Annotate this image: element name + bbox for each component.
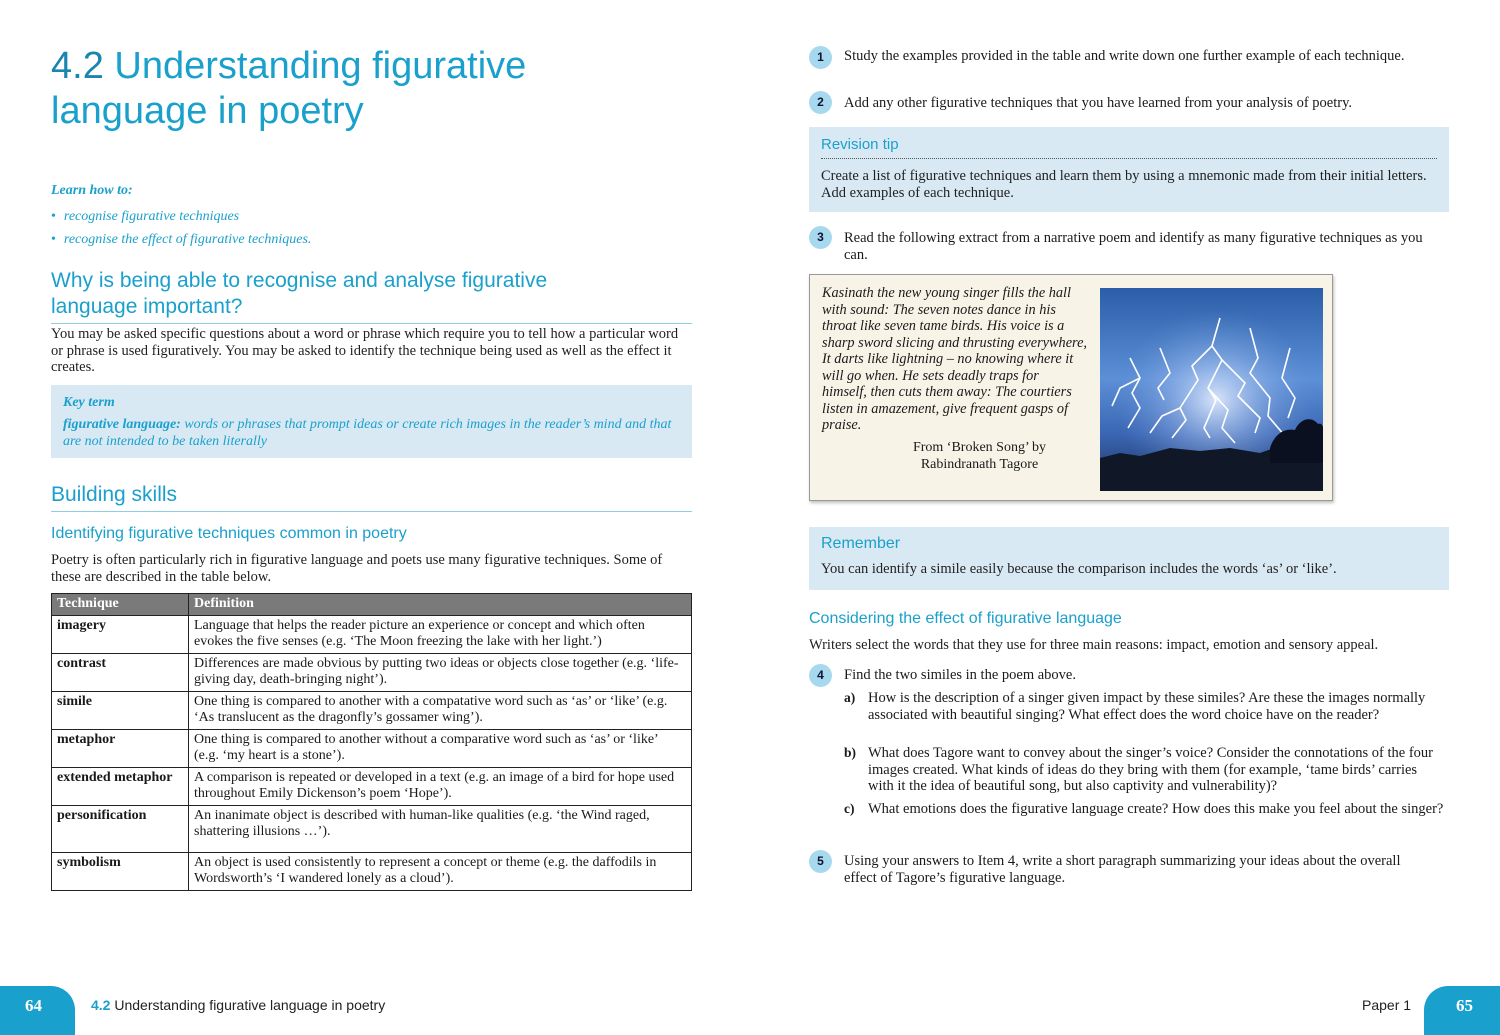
key-term-heading: Key term (63, 395, 115, 410)
part-label: c) (844, 801, 855, 816)
table-row (52, 691, 692, 729)
definition-cell: One thing is compared to another without a comparative word such as ‘as’ or ‘like’ (e.g. ‘my heart is a stone’). (189, 729, 692, 767)
question-text: Find the two similes in the poem above. (844, 667, 1076, 683)
question-4b (844, 745, 1444, 795)
table-header-row (52, 594, 692, 616)
key-term-box (51, 385, 692, 458)
part-text: How is the description of a singer given impact by these similes? Are these the images normally associated with beautiful singing? What effect does the word choice have on the reader? (868, 690, 1426, 723)
part-text: What emotions does the figurative language create? How does this make you feel about the singer? (868, 801, 1444, 817)
section-number: 4.2 (51, 45, 104, 87)
learn-how-to (51, 183, 311, 251)
question-number-badge: 5 (809, 850, 832, 873)
revision-tip-heading: Revision tip (821, 136, 1437, 159)
considering-body: Writers select the words that they use for three main reasons: impact, emotion and sensory appeal. (809, 637, 1379, 653)
question-2 (809, 91, 1449, 112)
revision-tip-box (809, 127, 1449, 212)
footer-section-title: Understanding figurative language in poetry (114, 997, 386, 1013)
technique-cell: simile (52, 691, 189, 729)
column-header: Technique (52, 594, 189, 616)
part-label: a) (844, 690, 856, 705)
part-label: b) (844, 745, 857, 760)
identifying-body: Poetry is often particularly rich in figurative language and poets use many figurative techniques. Some of these are described in the table below. (51, 552, 663, 585)
learn-item: • recognise the effect of figurative techniques. (51, 228, 311, 251)
lightning-photo (1100, 288, 1323, 491)
question-text: Add any other figurative techniques that you have learned from your analysis of poetry. (844, 95, 1353, 111)
question-3 (809, 226, 1449, 263)
page-number-right: 65 (1424, 986, 1500, 1035)
key-term-word: figurative language: (63, 417, 181, 432)
definition-cell: One thing is compared to another with a compatative word such as ‘as’ or ‘like’ (e.g. ‘As translucent as the dragonfly’s gossamer wing’). (189, 691, 692, 729)
technique-cell: metaphor (52, 729, 189, 767)
technique-cell: symbolism (52, 852, 189, 890)
footer-section-number: 4.2 (91, 997, 111, 1013)
definition-cell: An inanimate object is described with human-like qualities (e.g. ‘the Wind raged, shattering illusions …’). (189, 805, 692, 852)
remember-heading: Remember (821, 535, 901, 552)
poem-text: Kasinath the new young singer fills the hall with sound: The seven notes dance in his throat like seven tame birds. His voice is a sharp sword slicing and thrusting everywhere, It darts like lightning – no knowing where it will go when. He sets deadly traps for himself, then cuts them away: The courtiers listen in amazement, give frequent gasps of praise. (822, 285, 1088, 433)
why-heading: Why is being able to recognise and analyse figurative language important? (51, 268, 692, 324)
question-text: Using your answers to Item 4, write a short paragraph summarizing your ideas about the overall effect of Tagore’s figurative language. (844, 853, 1401, 886)
poem-credit-line: Rabindranath Tagore (920, 456, 1039, 472)
column-header: Definition (189, 594, 692, 616)
poem-extract-box (809, 274, 1333, 501)
question-number-badge: 2 (809, 91, 832, 114)
technique-cell: extended metaphor (52, 767, 189, 805)
table-row (52, 805, 692, 852)
question-text: Read the following extract from a narrative poem and identify as many figurative techniques as you can. (844, 230, 1423, 263)
key-term-definition: words or phrases that prompt ideas or create rich images in the reader’s mind and that are not intended to be taken literally (63, 417, 672, 449)
question-number-badge: 3 (809, 226, 832, 249)
definition-cell: An object is used consistently to represent a concept or theme (e.g. the daffodils in Wordsworth’s ‘I wandered lonely as a cloud’). (189, 852, 692, 890)
part-text: What does Tagore want to convey about the singer’s voice? Consider the connotations of the four images created. What kinds of ideas do they bring with them (for example, ‘tame birds’ carries with it the idea of beautiful song, but also captivity and vulnerability)? (868, 745, 1434, 794)
remember-text: You can identify a simile easily because the comparison includes the words ‘as’ or ‘like’. (821, 561, 1337, 577)
learn-item: • recognise figurative techniques (51, 205, 311, 228)
remember-box (809, 527, 1449, 590)
considering-heading: Considering the effect of figurative language (809, 610, 1122, 627)
revision-tip-text: Create a list of figurative techniques and learn them by using a mnemonic made from their initial letters. Add examples of each technique. (821, 168, 1427, 201)
table-row (52, 615, 692, 653)
question-number-badge: 1 (809, 46, 832, 69)
definition-cell: Language that helps the reader picture an experience or concept and which often evokes the five senses (e.g. ‘The Moon freezing the lake with her light.’) (189, 615, 692, 653)
table-row (52, 653, 692, 691)
page-number-left: 64 (0, 986, 75, 1035)
question-text: Study the examples provided in the table and write down one further example of each technique. (844, 48, 1405, 64)
building-skills-heading: Building skills (51, 482, 692, 512)
table-row (52, 729, 692, 767)
poem-credit-line: From ‘Broken Song’ by (912, 440, 1047, 455)
identifying-heading: Identifying figurative techniques common in poetry (51, 525, 407, 542)
running-footer (91, 997, 385, 1013)
technique-cell: imagery (52, 615, 189, 653)
poem-credit (822, 440, 1087, 473)
technique-cell: personification (52, 805, 189, 852)
definition-cell: A comparison is repeated or developed in a text (e.g. an image of a bird for hope used throughout Emily Dickenson’s poem ‘Hope’). (189, 767, 692, 805)
page-title (51, 44, 691, 134)
title-text: Understanding figurative language in poetry (51, 45, 527, 132)
paper-label: Paper 1 (1362, 997, 1412, 1013)
question-4a (844, 690, 1444, 723)
learn-heading: Learn how to: (51, 183, 133, 198)
question-number-badge: 4 (809, 664, 832, 687)
question-4 (809, 664, 1449, 817)
technique-cell: contrast (52, 653, 189, 691)
techniques-table (51, 593, 692, 891)
why-body: You may be asked specific questions about a word or phrase which require you to tell how a particular word or phrase is used figuratively. You may be asked to identify the technique being used as well as the effect it creates. (51, 326, 679, 375)
table-row (52, 852, 692, 890)
question-5 (809, 850, 1449, 886)
question-1 (809, 46, 1449, 65)
definition-cell: Differences are made obvious by putting two ideas or objects close together (e.g. ‘life-giving day, death-bringing night’). (189, 653, 692, 691)
table-row (52, 767, 692, 805)
question-4c (844, 801, 1444, 818)
